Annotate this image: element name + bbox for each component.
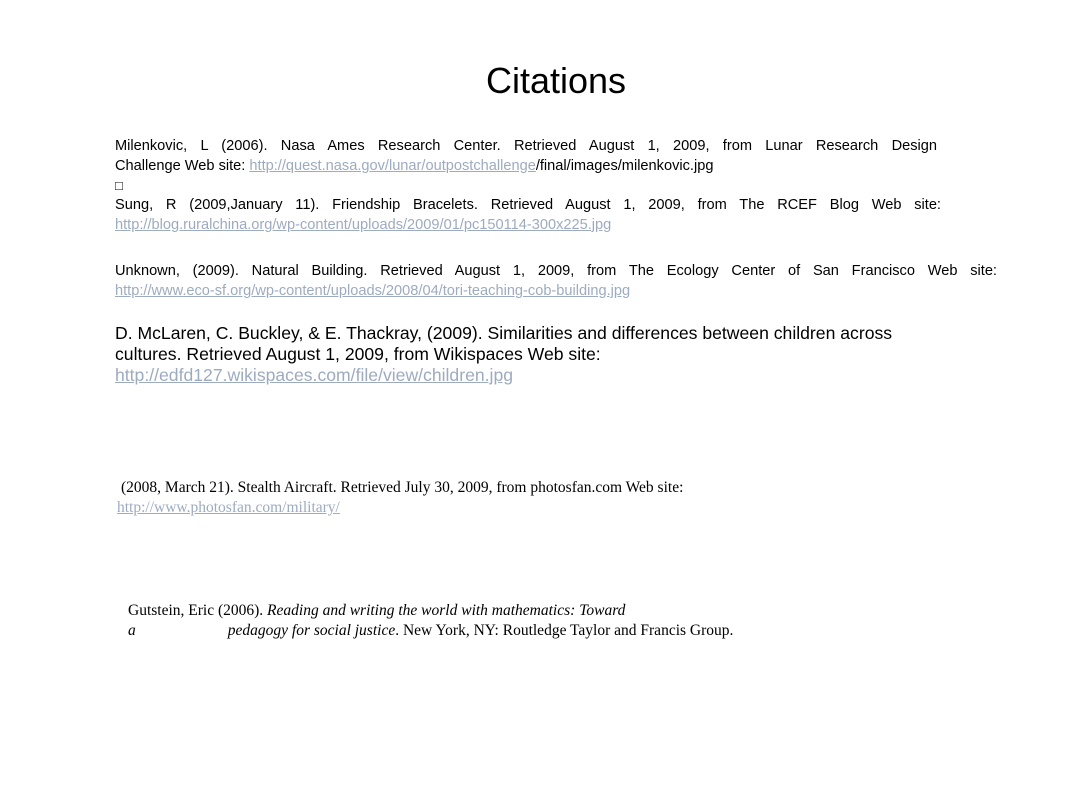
citation-link[interactable]: http://edfd127.wikispaces.com/file/view/children.jpg (115, 365, 514, 385)
citation-line (115, 365, 945, 386)
citation-line (115, 215, 941, 235)
citation-link[interactable]: http://blog.ruralchina.org/wp-content/uploads/2009/01/pc150114-300x225.jpg (115, 217, 612, 233)
citation-text: Gutstein, Eric (2006). (128, 602, 268, 619)
citation-stealth-aircraft (117, 478, 767, 518)
citation-link[interactable]: http://www.eco-sf.org/wp-content/uploads/2008/04/tori-teaching-cob-building.jpg (115, 283, 631, 299)
citation-link[interactable]: http://www.photosfan.com/military/ (117, 499, 340, 516)
citation-mclaren (115, 323, 945, 386)
citation-text: (2008, March 21). Stealth Aircraft. Retrieved July 30, 2009, from photosfan.com Web site: (121, 479, 684, 496)
citation-line (115, 156, 937, 176)
citation-line (117, 498, 767, 518)
citation-line (117, 478, 767, 498)
citation-line: Sung, R (2009,January 11). Friendship Bracelets. Retrieved August 1, 2009, from The RCEF Blog Web site: (115, 197, 941, 213)
bullet-glyph: □ (115, 178, 123, 193)
book-title: pedagogy for social justice (227, 622, 396, 639)
citation-text: Challenge Web site: (115, 158, 250, 174)
book-title: Reading and writing the world with mathematics: Toward (267, 602, 626, 619)
citation-line: D. McLaren, C. Buckley, & E. Thackray, (2009). Similarities and differences between children across (115, 323, 893, 343)
citation-text: /final/images/milenkovic.jpg (535, 158, 714, 174)
book-title: a (128, 622, 136, 639)
citation-gutstein (128, 601, 828, 641)
citation-sung (115, 195, 941, 235)
citation-line (128, 621, 828, 641)
citation-unknown-natural-building (115, 261, 997, 301)
citation-text: . New York, NY: Routledge Taylor and Francis Group. (395, 622, 734, 639)
citation-line: cultures. Retrieved August 1, 2009, from Wikispaces Web site: (115, 344, 601, 364)
citation-line (115, 281, 997, 301)
citation-link[interactable]: http://quest.nasa.gov/lunar/outpostchallenge (249, 158, 536, 174)
citation-line: Unknown, (2009). Natural Building. Retrieved August 1, 2009, from The Ecology Center of San Francisco Web site: (115, 263, 997, 279)
citation-line (128, 601, 828, 621)
slide-title: Citations (485, 60, 627, 101)
citation-milenkovic (115, 136, 937, 196)
citation-line: Milenkovic, L (2006). Nasa Ames Research Center. Retrieved August 1, 2009, from Lunar Research Design (115, 138, 937, 154)
